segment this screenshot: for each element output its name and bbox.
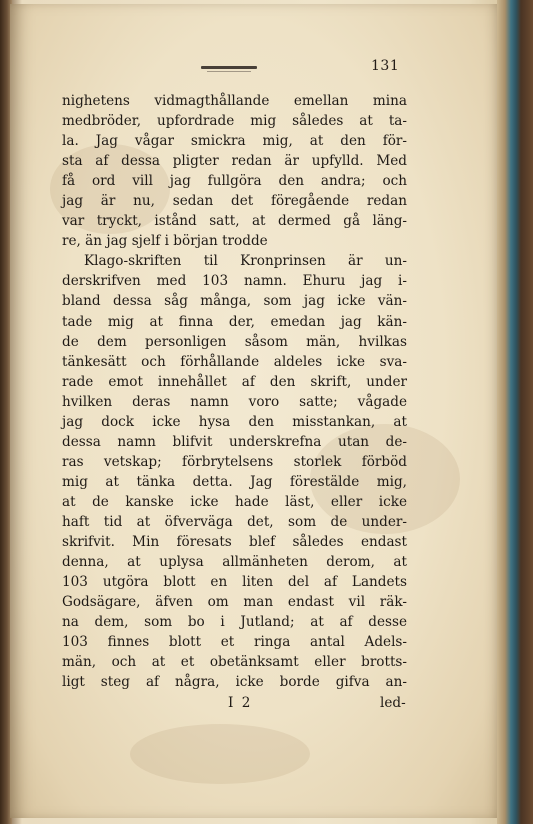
text-line: la. Jag vågar smickra mig, at den för- bbox=[62, 133, 407, 150]
page-edges bbox=[497, 0, 533, 824]
text-line: re, än jag sjelf i början trodde bbox=[62, 233, 268, 250]
text-line: ligt steg af några, icke borde gifva an- bbox=[62, 674, 407, 691]
text-line: rade emot innehållet af den skrift, under bbox=[62, 373, 407, 390]
catchword: led- bbox=[380, 695, 406, 711]
text-line: dessa namn blifvit underskrefna utan de- bbox=[62, 433, 407, 450]
text-line: jag dock icke hysa den misstankan, at bbox=[62, 413, 407, 430]
text-line: få ord vill jag fullgöra den andra; och bbox=[62, 173, 407, 190]
text-line: at de kanske icke hade läst, eller icke bbox=[62, 493, 407, 510]
text-line: Klago-skriften til Kronprinsen är un- bbox=[84, 253, 407, 270]
text-line: nighetens vidmagthållande emellan mina bbox=[62, 93, 407, 109]
paper-stain bbox=[130, 724, 310, 784]
text-line: medbröder, upfordrade mig således at ta- bbox=[62, 113, 407, 130]
text-line: jag är nu, sedan det föregående redan bbox=[62, 193, 407, 210]
text-line: Godsägare, äfven om man endast vil räk- bbox=[62, 594, 407, 611]
text-line: skrifvit. Min föresats blef således endast bbox=[62, 534, 407, 551]
header-ornament-rule bbox=[201, 66, 257, 69]
text-line: haft tid at öfverväga det, som de under- bbox=[62, 513, 407, 530]
text-line: 103 utgöra blott en liten del af Landets bbox=[62, 574, 407, 591]
text-line: na dem, som bo i Jutland; at af desse bbox=[62, 614, 407, 631]
text-line: var tryckt, istånd satt, at dermed gå läng- bbox=[62, 213, 407, 230]
text-line: hvilken deras namn voro satte; vågade bbox=[62, 393, 407, 410]
text-line: denna, at uplysa allmänheten derom, at bbox=[62, 554, 407, 571]
text-line: tade mig at finna der, emedan jag kän- bbox=[62, 313, 407, 330]
printer-signature-mark: I 2 bbox=[228, 695, 253, 711]
text-line: mig at tänka detta. Jag förestälde mig, bbox=[62, 473, 407, 490]
text-line: sta af dessa pligter redan är upfylld. Med bbox=[62, 153, 407, 170]
page-number: 131 bbox=[371, 58, 400, 74]
text-line: bland dessa såg många, som jag icke vän- bbox=[62, 293, 407, 310]
text-line: ras vetskap; förbrytelsens storlek förböd bbox=[62, 453, 407, 470]
text-line: tänkesätt och förhållande aldeles icke sva- bbox=[62, 353, 407, 370]
text-line: de dem personligen såsom män, hvilkas bbox=[62, 333, 407, 350]
text-line: derskrifven med 103 namn. Ehuru jag i- bbox=[62, 273, 407, 290]
text-line: 103 finnes blott et ringa antal Adels- bbox=[62, 634, 407, 651]
body-text bbox=[62, 91, 407, 692]
text-line: män, och at et obetänksamt eller brotts- bbox=[62, 654, 407, 671]
